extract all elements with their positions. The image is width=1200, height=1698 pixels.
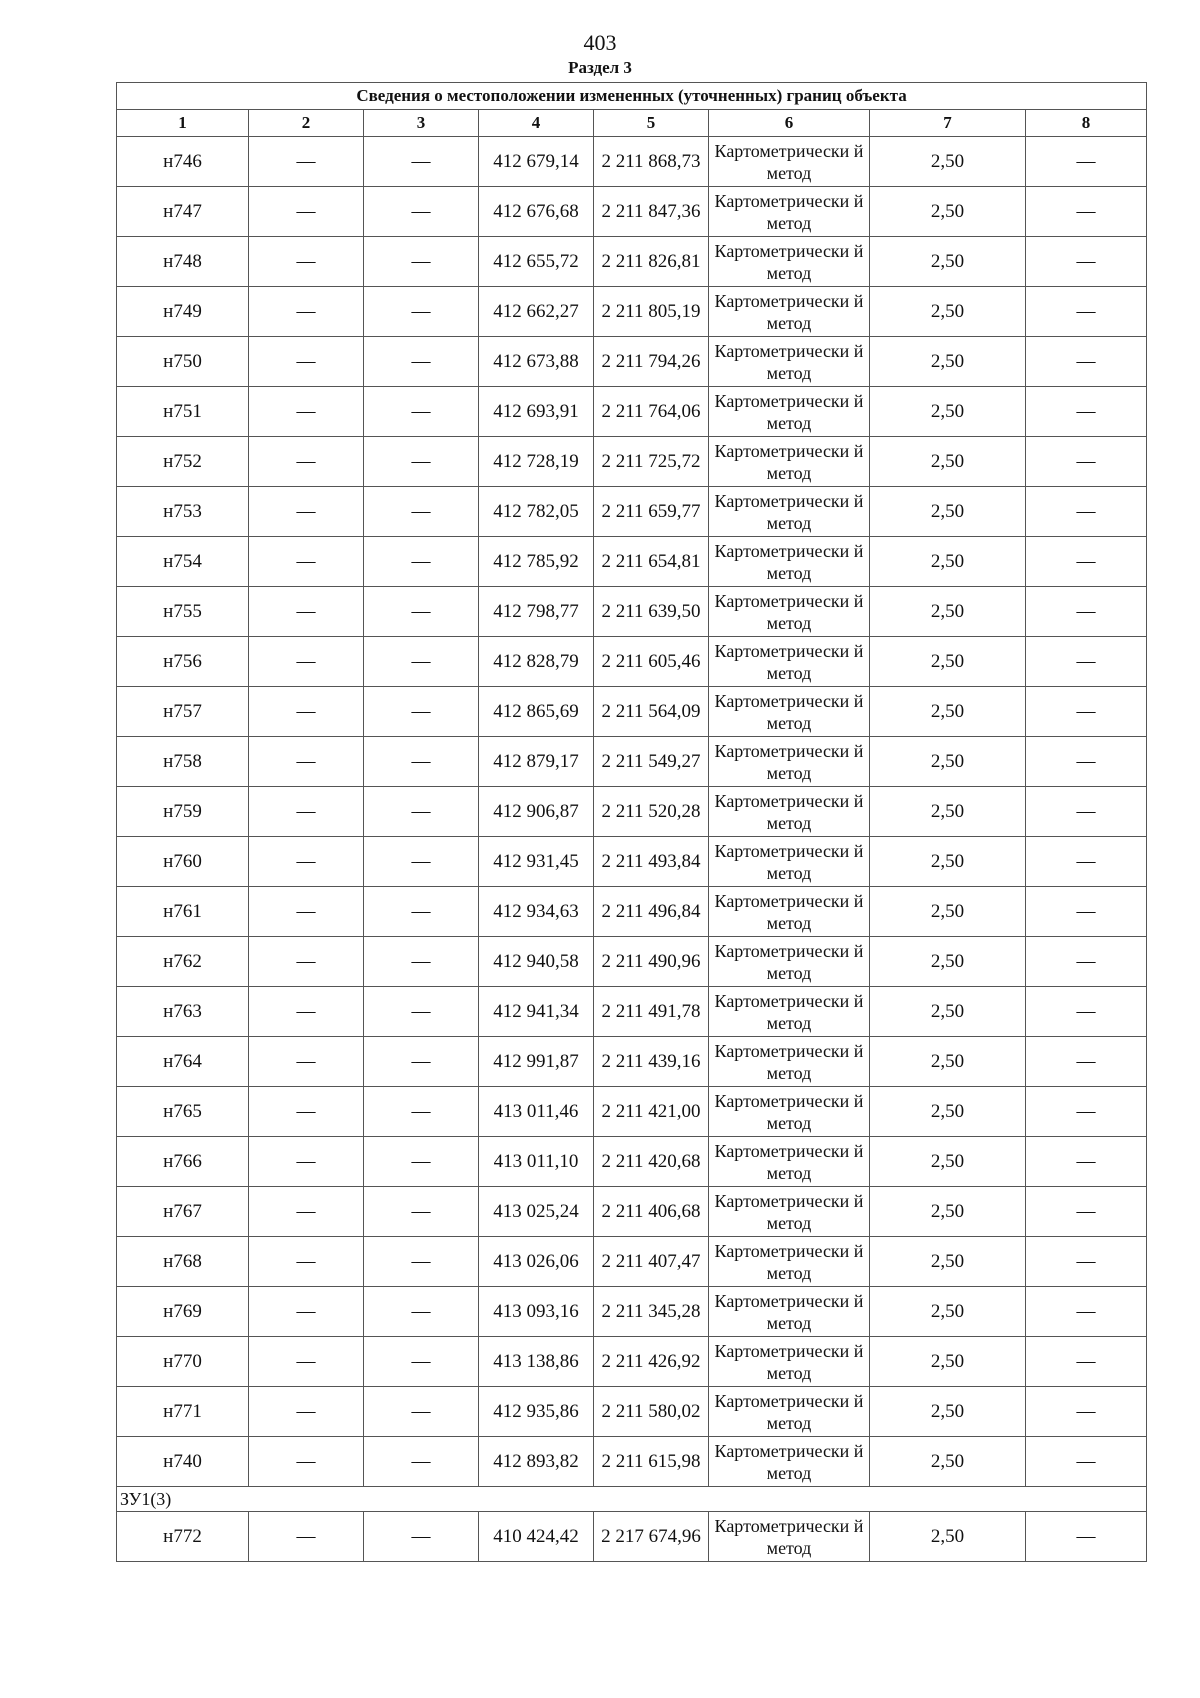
- table-row: [117, 387, 1147, 437]
- x-coordinate-cell: 412 785,92: [479, 537, 594, 587]
- col8-cell: —: [1026, 737, 1147, 787]
- table-row: [117, 687, 1147, 737]
- table-header-row: [117, 110, 1147, 137]
- x-coordinate-cell: 412 991,87: [479, 1037, 594, 1087]
- col3-cell: —: [364, 137, 479, 187]
- x-coordinate-cell: 412 865,69: [479, 687, 594, 737]
- col2-cell: —: [249, 787, 364, 837]
- accuracy-cell: 2,50: [870, 187, 1026, 237]
- col8-cell: —: [1026, 237, 1147, 287]
- accuracy-cell: 2,50: [870, 287, 1026, 337]
- col2-cell: —: [249, 887, 364, 937]
- col8-cell: —: [1026, 337, 1147, 387]
- column-header-5: 5: [594, 110, 709, 137]
- group-row: [117, 1487, 1147, 1512]
- col8-cell: —: [1026, 487, 1147, 537]
- col3-cell: —: [364, 187, 479, 237]
- table-row: [117, 1387, 1147, 1437]
- point-number-cell: н759: [117, 787, 249, 837]
- point-number-cell: н770: [117, 1337, 249, 1387]
- table-row: [117, 537, 1147, 587]
- point-number-cell: н764: [117, 1037, 249, 1087]
- col2-cell: —: [249, 537, 364, 587]
- column-header-3: 3: [364, 110, 479, 137]
- col8-cell: —: [1026, 1137, 1147, 1187]
- col8-cell: —: [1026, 1087, 1147, 1137]
- boundary-coordinates-table: [116, 82, 1147, 1562]
- point-number-cell: н749: [117, 287, 249, 337]
- method-cell: Картометрически й метод: [709, 1137, 870, 1187]
- y-coordinate-cell: 2 211 615,98: [594, 1437, 709, 1487]
- col8-cell: —: [1026, 187, 1147, 237]
- col3-cell: —: [364, 1512, 479, 1562]
- col3-cell: —: [364, 1137, 479, 1187]
- method-cell: Картометрически й метод: [709, 337, 870, 387]
- col8-cell: —: [1026, 1187, 1147, 1237]
- method-cell: Картометрически й метод: [709, 437, 870, 487]
- col3-cell: —: [364, 1437, 479, 1487]
- point-number-cell: н768: [117, 1237, 249, 1287]
- col3-cell: —: [364, 787, 479, 837]
- point-number-cell: н772: [117, 1512, 249, 1562]
- method-cell: Картометрически й метод: [709, 837, 870, 887]
- y-coordinate-cell: 2 211 407,47: [594, 1237, 709, 1287]
- method-cell: Картометрически й метод: [709, 1037, 870, 1087]
- col2-cell: —: [249, 1237, 364, 1287]
- y-coordinate-cell: 2 211 496,84: [594, 887, 709, 937]
- section-title: Раздел 3: [568, 58, 632, 77]
- method-cell: Картометрически й метод: [709, 537, 870, 587]
- col2-cell: —: [249, 437, 364, 487]
- method-cell: Картометрически й метод: [709, 887, 870, 937]
- y-coordinate-cell: 2 211 493,84: [594, 837, 709, 887]
- col8-cell: —: [1026, 1437, 1147, 1487]
- col8-cell: —: [1026, 1387, 1147, 1437]
- col2-cell: —: [249, 1437, 364, 1487]
- col8-cell: —: [1026, 987, 1147, 1037]
- table-row: [117, 287, 1147, 337]
- y-coordinate-cell: 2 211 421,00: [594, 1087, 709, 1137]
- accuracy-cell: 2,50: [870, 637, 1026, 687]
- col2-cell: —: [249, 1512, 364, 1562]
- col2-cell: —: [249, 1087, 364, 1137]
- col2-cell: —: [249, 1387, 364, 1437]
- col2-cell: —: [249, 737, 364, 787]
- y-coordinate-cell: 2 211 420,68: [594, 1137, 709, 1187]
- col3-cell: —: [364, 1337, 479, 1387]
- y-coordinate-cell: 2 211 406,68: [594, 1187, 709, 1237]
- col2-cell: —: [249, 687, 364, 737]
- point-number-cell: н757: [117, 687, 249, 737]
- col2-cell: —: [249, 1287, 364, 1337]
- y-coordinate-cell: 2 211 826,81: [594, 237, 709, 287]
- method-cell: Картометрически й метод: [709, 1387, 870, 1437]
- col2-cell: —: [249, 187, 364, 237]
- point-number-cell: н753: [117, 487, 249, 537]
- accuracy-cell: 2,50: [870, 1387, 1026, 1437]
- point-number-cell: н761: [117, 887, 249, 937]
- y-coordinate-cell: 2 211 439,16: [594, 1037, 709, 1087]
- accuracy-cell: 2,50: [870, 1512, 1026, 1562]
- col8-cell: —: [1026, 587, 1147, 637]
- table-row: [117, 137, 1147, 187]
- table-row: [117, 1137, 1147, 1187]
- col8-cell: —: [1026, 437, 1147, 487]
- col3-cell: —: [364, 1387, 479, 1437]
- x-coordinate-cell: 412 941,34: [479, 987, 594, 1037]
- point-number-cell: н756: [117, 637, 249, 687]
- col8-cell: —: [1026, 1512, 1147, 1562]
- col3-cell: —: [364, 587, 479, 637]
- method-cell: Картометрически й метод: [709, 1237, 870, 1287]
- col3-cell: —: [364, 1187, 479, 1237]
- col3-cell: —: [364, 387, 479, 437]
- y-coordinate-cell: 2 211 345,28: [594, 1287, 709, 1337]
- x-coordinate-cell: 412 935,86: [479, 1387, 594, 1437]
- col2-cell: —: [249, 237, 364, 287]
- x-coordinate-cell: 412 798,77: [479, 587, 594, 637]
- x-coordinate-cell: 412 906,87: [479, 787, 594, 837]
- table-row: [117, 787, 1147, 837]
- x-coordinate-cell: 412 676,68: [479, 187, 594, 237]
- accuracy-cell: 2,50: [870, 1137, 1026, 1187]
- col2-cell: —: [249, 287, 364, 337]
- point-number-cell: н763: [117, 987, 249, 1037]
- column-header-4: 4: [479, 110, 594, 137]
- point-number-cell: н748: [117, 237, 249, 287]
- table-row: [117, 987, 1147, 1037]
- accuracy-cell: 2,50: [870, 1337, 1026, 1387]
- method-cell: Картометрически й метод: [709, 237, 870, 287]
- x-coordinate-cell: 413 138,86: [479, 1337, 594, 1387]
- col8-cell: —: [1026, 537, 1147, 587]
- accuracy-cell: 2,50: [870, 487, 1026, 537]
- y-coordinate-cell: 2 211 654,81: [594, 537, 709, 587]
- point-number-cell: н740: [117, 1437, 249, 1487]
- y-coordinate-cell: 2 211 725,72: [594, 437, 709, 487]
- table-row: [117, 1037, 1147, 1087]
- col3-cell: —: [364, 487, 479, 537]
- x-coordinate-cell: 412 893,82: [479, 1437, 594, 1487]
- table-row: [117, 937, 1147, 987]
- point-number-cell: н765: [117, 1087, 249, 1137]
- y-coordinate-cell: 2 211 490,96: [594, 937, 709, 987]
- col3-cell: —: [364, 687, 479, 737]
- col8-cell: —: [1026, 1287, 1147, 1337]
- method-cell: Картометрически й метод: [709, 937, 870, 987]
- y-coordinate-cell: 2 211 805,19: [594, 287, 709, 337]
- point-number-cell: н769: [117, 1287, 249, 1337]
- accuracy-cell: 2,50: [870, 1187, 1026, 1237]
- col2-cell: —: [249, 1337, 364, 1387]
- y-coordinate-cell: 2 211 764,06: [594, 387, 709, 437]
- point-number-cell: н760: [117, 837, 249, 887]
- table-row: [117, 437, 1147, 487]
- accuracy-cell: 2,50: [870, 1287, 1026, 1337]
- accuracy-cell: 2,50: [870, 987, 1026, 1037]
- method-cell: Картометрически й метод: [709, 287, 870, 337]
- y-coordinate-cell: 2 211 847,36: [594, 187, 709, 237]
- method-cell: Картометрически й метод: [709, 687, 870, 737]
- method-cell: Картометрически й метод: [709, 1337, 870, 1387]
- table-row: [117, 737, 1147, 787]
- accuracy-cell: 2,50: [870, 1087, 1026, 1137]
- x-coordinate-cell: 413 011,46: [479, 1087, 594, 1137]
- col3-cell: —: [364, 887, 479, 937]
- table-row: [117, 237, 1147, 287]
- accuracy-cell: 2,50: [870, 537, 1026, 587]
- col3-cell: —: [364, 737, 479, 787]
- method-cell: Картометрически й метод: [709, 587, 870, 637]
- col8-cell: —: [1026, 1237, 1147, 1287]
- col2-cell: —: [249, 937, 364, 987]
- accuracy-cell: 2,50: [870, 1437, 1026, 1487]
- col3-cell: —: [364, 937, 479, 987]
- y-coordinate-cell: 2 211 868,73: [594, 137, 709, 187]
- table-caption: Сведения о местоположении измененных (уточненных) границ объекта: [117, 83, 1147, 110]
- col2-cell: —: [249, 337, 364, 387]
- col8-cell: —: [1026, 387, 1147, 437]
- column-header-1: 1: [117, 110, 249, 137]
- point-number-cell: н766: [117, 1137, 249, 1187]
- col2-cell: —: [249, 387, 364, 437]
- col3-cell: —: [364, 437, 479, 487]
- method-cell: Картометрически й метод: [709, 487, 870, 537]
- point-number-cell: н758: [117, 737, 249, 787]
- x-coordinate-cell: 412 693,91: [479, 387, 594, 437]
- method-cell: Картометрически й метод: [709, 787, 870, 837]
- col2-cell: —: [249, 837, 364, 887]
- col3-cell: —: [364, 1287, 479, 1337]
- table-row: [117, 587, 1147, 637]
- x-coordinate-cell: 413 011,10: [479, 1137, 594, 1187]
- col2-cell: —: [249, 137, 364, 187]
- accuracy-cell: 2,50: [870, 737, 1026, 787]
- accuracy-cell: 2,50: [870, 687, 1026, 737]
- table-row: [117, 1187, 1147, 1237]
- x-coordinate-cell: 412 679,14: [479, 137, 594, 187]
- method-cell: Картометрически й метод: [709, 637, 870, 687]
- x-coordinate-cell: 412 662,27: [479, 287, 594, 337]
- method-cell: Картометрически й метод: [709, 1437, 870, 1487]
- column-header-2: 2: [249, 110, 364, 137]
- col3-cell: —: [364, 1037, 479, 1087]
- x-coordinate-cell: 412 940,58: [479, 937, 594, 987]
- point-number-cell: н767: [117, 1187, 249, 1237]
- y-coordinate-cell: 2 211 605,46: [594, 637, 709, 687]
- page-number: 403: [583, 30, 617, 55]
- method-cell: Картометрически й метод: [709, 1187, 870, 1237]
- x-coordinate-cell: 413 093,16: [479, 1287, 594, 1337]
- accuracy-cell: 2,50: [870, 337, 1026, 387]
- col8-cell: —: [1026, 887, 1147, 937]
- group-label: ЗУ1(3): [117, 1487, 1147, 1512]
- accuracy-cell: 2,50: [870, 387, 1026, 437]
- accuracy-cell: 2,50: [870, 1037, 1026, 1087]
- y-coordinate-cell: 2 211 520,28: [594, 787, 709, 837]
- accuracy-cell: 2,50: [870, 837, 1026, 887]
- y-coordinate-cell: 2 211 659,77: [594, 487, 709, 537]
- col2-cell: —: [249, 987, 364, 1037]
- x-coordinate-cell: 412 655,72: [479, 237, 594, 287]
- table-row: [117, 1437, 1147, 1487]
- table-row: [117, 487, 1147, 537]
- col3-cell: —: [364, 537, 479, 587]
- point-number-cell: н746: [117, 137, 249, 187]
- table-row: [117, 187, 1147, 237]
- table-row: [117, 1337, 1147, 1387]
- point-number-cell: н751: [117, 387, 249, 437]
- method-cell: Картометрически й метод: [709, 987, 870, 1037]
- method-cell: Картометрически й метод: [709, 1512, 870, 1562]
- column-header-7: 7: [870, 110, 1026, 137]
- col3-cell: —: [364, 287, 479, 337]
- y-coordinate-cell: 2 211 580,02: [594, 1387, 709, 1437]
- table-row: [117, 637, 1147, 687]
- table-row: [117, 1512, 1147, 1562]
- column-header-6: 6: [709, 110, 870, 137]
- col3-cell: —: [364, 837, 479, 887]
- method-cell: Картометрически й метод: [709, 1287, 870, 1337]
- col8-cell: —: [1026, 287, 1147, 337]
- col2-cell: —: [249, 1037, 364, 1087]
- x-coordinate-cell: 412 782,05: [479, 487, 594, 537]
- x-coordinate-cell: 412 934,63: [479, 887, 594, 937]
- point-number-cell: н754: [117, 537, 249, 587]
- x-coordinate-cell: 413 025,24: [479, 1187, 594, 1237]
- accuracy-cell: 2,50: [870, 937, 1026, 987]
- y-coordinate-cell: 2 211 639,50: [594, 587, 709, 637]
- x-coordinate-cell: 410 424,42: [479, 1512, 594, 1562]
- column-header-8: 8: [1026, 110, 1147, 137]
- col8-cell: —: [1026, 137, 1147, 187]
- col3-cell: —: [364, 337, 479, 387]
- col8-cell: —: [1026, 937, 1147, 987]
- col2-cell: —: [249, 487, 364, 537]
- col2-cell: —: [249, 1137, 364, 1187]
- table-row: [117, 1287, 1147, 1337]
- col3-cell: —: [364, 987, 479, 1037]
- x-coordinate-cell: 412 879,17: [479, 737, 594, 787]
- col2-cell: —: [249, 587, 364, 637]
- col2-cell: —: [249, 637, 364, 687]
- method-cell: Картометрически й метод: [709, 737, 870, 787]
- method-cell: Картометрически й метод: [709, 187, 870, 237]
- table-caption-row: [117, 83, 1147, 110]
- accuracy-cell: 2,50: [870, 437, 1026, 487]
- accuracy-cell: 2,50: [870, 1237, 1026, 1287]
- point-number-cell: н752: [117, 437, 249, 487]
- point-number-cell: н750: [117, 337, 249, 387]
- x-coordinate-cell: 413 026,06: [479, 1237, 594, 1287]
- col8-cell: —: [1026, 687, 1147, 737]
- table-row: [117, 1087, 1147, 1137]
- table-row: [117, 337, 1147, 387]
- accuracy-cell: 2,50: [870, 137, 1026, 187]
- col3-cell: —: [364, 637, 479, 687]
- col8-cell: —: [1026, 787, 1147, 837]
- method-cell: Картометрически й метод: [709, 1087, 870, 1137]
- col8-cell: —: [1026, 1337, 1147, 1387]
- accuracy-cell: 2,50: [870, 787, 1026, 837]
- x-coordinate-cell: 412 828,79: [479, 637, 594, 687]
- col8-cell: —: [1026, 837, 1147, 887]
- accuracy-cell: 2,50: [870, 587, 1026, 637]
- col8-cell: —: [1026, 637, 1147, 687]
- y-coordinate-cell: 2 211 426,92: [594, 1337, 709, 1387]
- point-number-cell: н771: [117, 1387, 249, 1437]
- table-row: [117, 887, 1147, 937]
- y-coordinate-cell: 2 211 564,09: [594, 687, 709, 737]
- col2-cell: —: [249, 1187, 364, 1237]
- table-row: [117, 837, 1147, 887]
- y-coordinate-cell: 2 217 674,96: [594, 1512, 709, 1562]
- col8-cell: —: [1026, 1037, 1147, 1087]
- x-coordinate-cell: 412 931,45: [479, 837, 594, 887]
- x-coordinate-cell: 412 673,88: [479, 337, 594, 387]
- y-coordinate-cell: 2 211 549,27: [594, 737, 709, 787]
- method-cell: Картометрически й метод: [709, 387, 870, 437]
- point-number-cell: н747: [117, 187, 249, 237]
- point-number-cell: н755: [117, 587, 249, 637]
- col3-cell: —: [364, 237, 479, 287]
- x-coordinate-cell: 412 728,19: [479, 437, 594, 487]
- y-coordinate-cell: 2 211 794,26: [594, 337, 709, 387]
- col3-cell: —: [364, 1087, 479, 1137]
- accuracy-cell: 2,50: [870, 237, 1026, 287]
- y-coordinate-cell: 2 211 491,78: [594, 987, 709, 1037]
- point-number-cell: н762: [117, 937, 249, 987]
- method-cell: Картометрически й метод: [709, 137, 870, 187]
- accuracy-cell: 2,50: [870, 887, 1026, 937]
- table-row: [117, 1237, 1147, 1287]
- col3-cell: —: [364, 1237, 479, 1287]
